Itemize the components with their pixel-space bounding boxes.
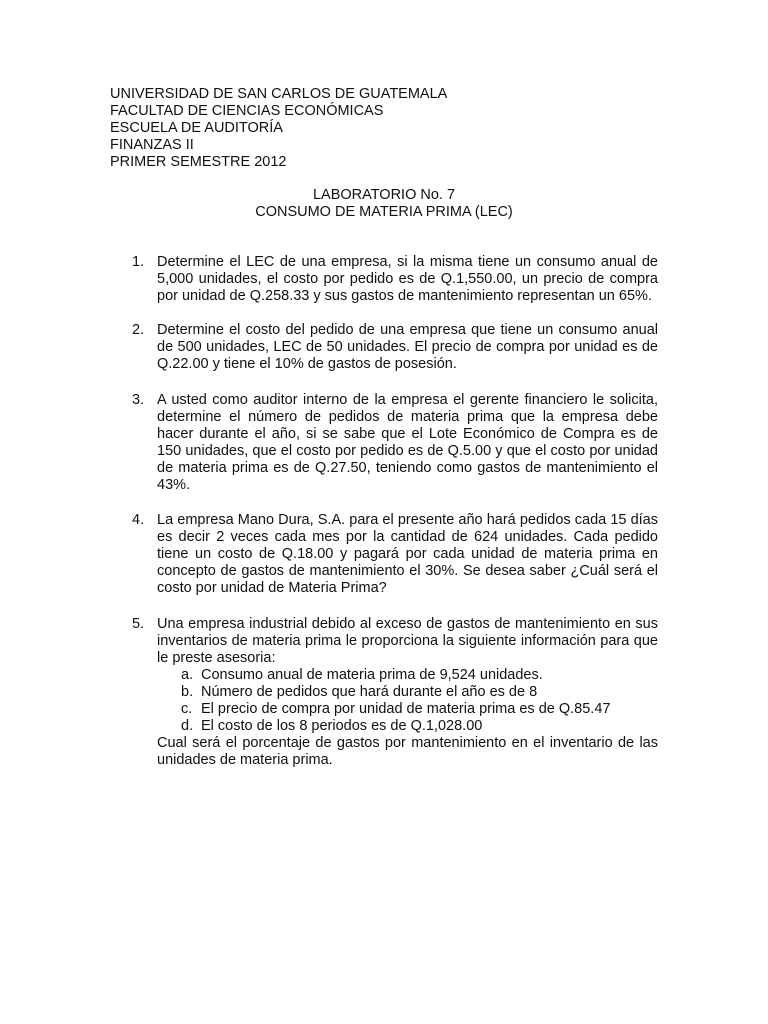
- sub-item-letter: b.: [181, 684, 194, 700]
- question-item: [132, 322, 658, 373]
- sub-item: [157, 701, 658, 718]
- school-name: ESCUELA DE AUDITORÍA: [110, 120, 283, 136]
- lab-title: LABORATORIO No. 7: [312, 187, 456, 203]
- course-name: FINANZAS II: [110, 137, 194, 153]
- sub-item-list: [157, 667, 658, 735]
- question-text: Determine el costo del pedido de una empresa que tiene un consumo anual de 500 unidades, LEC de 50 unidades. El precio de compra por unidad es de Q.22.00 y tiene el 10% de gastos de posesión.: [157, 322, 658, 372]
- semester-label: PRIMER SEMESTRE 2012: [110, 154, 287, 170]
- sub-item-text: Consumo anual de materia prima de 9,524 unidades.: [201, 667, 543, 683]
- question-text: La empresa Mano Dura, S.A. para el presente año hará pedidos cada 15 días es decir 2 veces cada mes por la cantidad de 624 unidades. Cada pedido tiene un costo de Q.18.00 y pagará por cada unidad de materia prima en concepto de gastos de mantenimiento el 30%. Se desea saber ¿Cuál será el costo por unidad de Materia Prima?: [157, 512, 658, 596]
- document-title: [0, 187, 768, 221]
- lab-topic: CONSUMO DE MATERIA PRIMA (LEC): [255, 204, 513, 220]
- sub-item: [157, 718, 658, 735]
- sub-item: [157, 667, 658, 684]
- sub-item: [157, 684, 658, 701]
- question-list: [132, 254, 658, 769]
- sub-item-letter: a.: [181, 667, 194, 683]
- question-number: 1.: [132, 254, 145, 270]
- question-item: [132, 512, 658, 597]
- university-name: UNIVERSIDAD DE SAN CARLOS DE GUATEMALA: [110, 86, 448, 102]
- question-number: 2.: [132, 322, 145, 338]
- question-closing-text: Cual será el porcentaje de gastos por mantenimiento en el inventario de las unidades de materia prima.: [157, 735, 658, 768]
- sub-item-letter: d.: [181, 718, 194, 734]
- faculty-name: FACULTAD DE CIENCIAS ECONÓMICAS: [110, 103, 384, 119]
- sub-item-letter: c.: [181, 701, 193, 717]
- sub-item-text: El costo de los 8 periodos es de Q.1,028.00: [201, 718, 483, 734]
- question-item: [132, 616, 658, 769]
- question-text: Una empresa industrial debido al exceso de gastos de mantenimiento en sus inventarios de materia prima le proporciona la siguiente información para que le preste asesoria:: [157, 616, 658, 666]
- question-text: A usted como auditor interno de la empresa el gerente financiero le solicita, determine el número de pedidos de materia prima que la empresa debe hacer durante el año, si se sabe que el Lote Económico de Compra es de 150 unidades, que el costo por pedido es de Q.5.00 y que el costo por unidad de materia prima es de Q.27.50, teniendo como gastos de mantenimiento el 43%.: [157, 392, 658, 493]
- sub-item-text: Número de pedidos que hará durante el año es de 8: [201, 684, 538, 700]
- document-header: [110, 86, 447, 171]
- sub-item-text: El precio de compra por unidad de materia prima es de Q.85.47: [201, 701, 611, 717]
- question-item: [132, 392, 658, 494]
- question-item: [132, 254, 658, 305]
- question-number: 3.: [132, 392, 145, 408]
- question-number: 5.: [132, 616, 145, 632]
- question-number: 4.: [132, 512, 145, 528]
- question-text: Determine el LEC de una empresa, si la misma tiene un consumo anual de 5,000 unidades, el costo por pedido es de Q.1,550.00, un precio de compra por unidad de Q.258.33 y sus gastos de mantenimiento representan un 65%.: [157, 254, 658, 304]
